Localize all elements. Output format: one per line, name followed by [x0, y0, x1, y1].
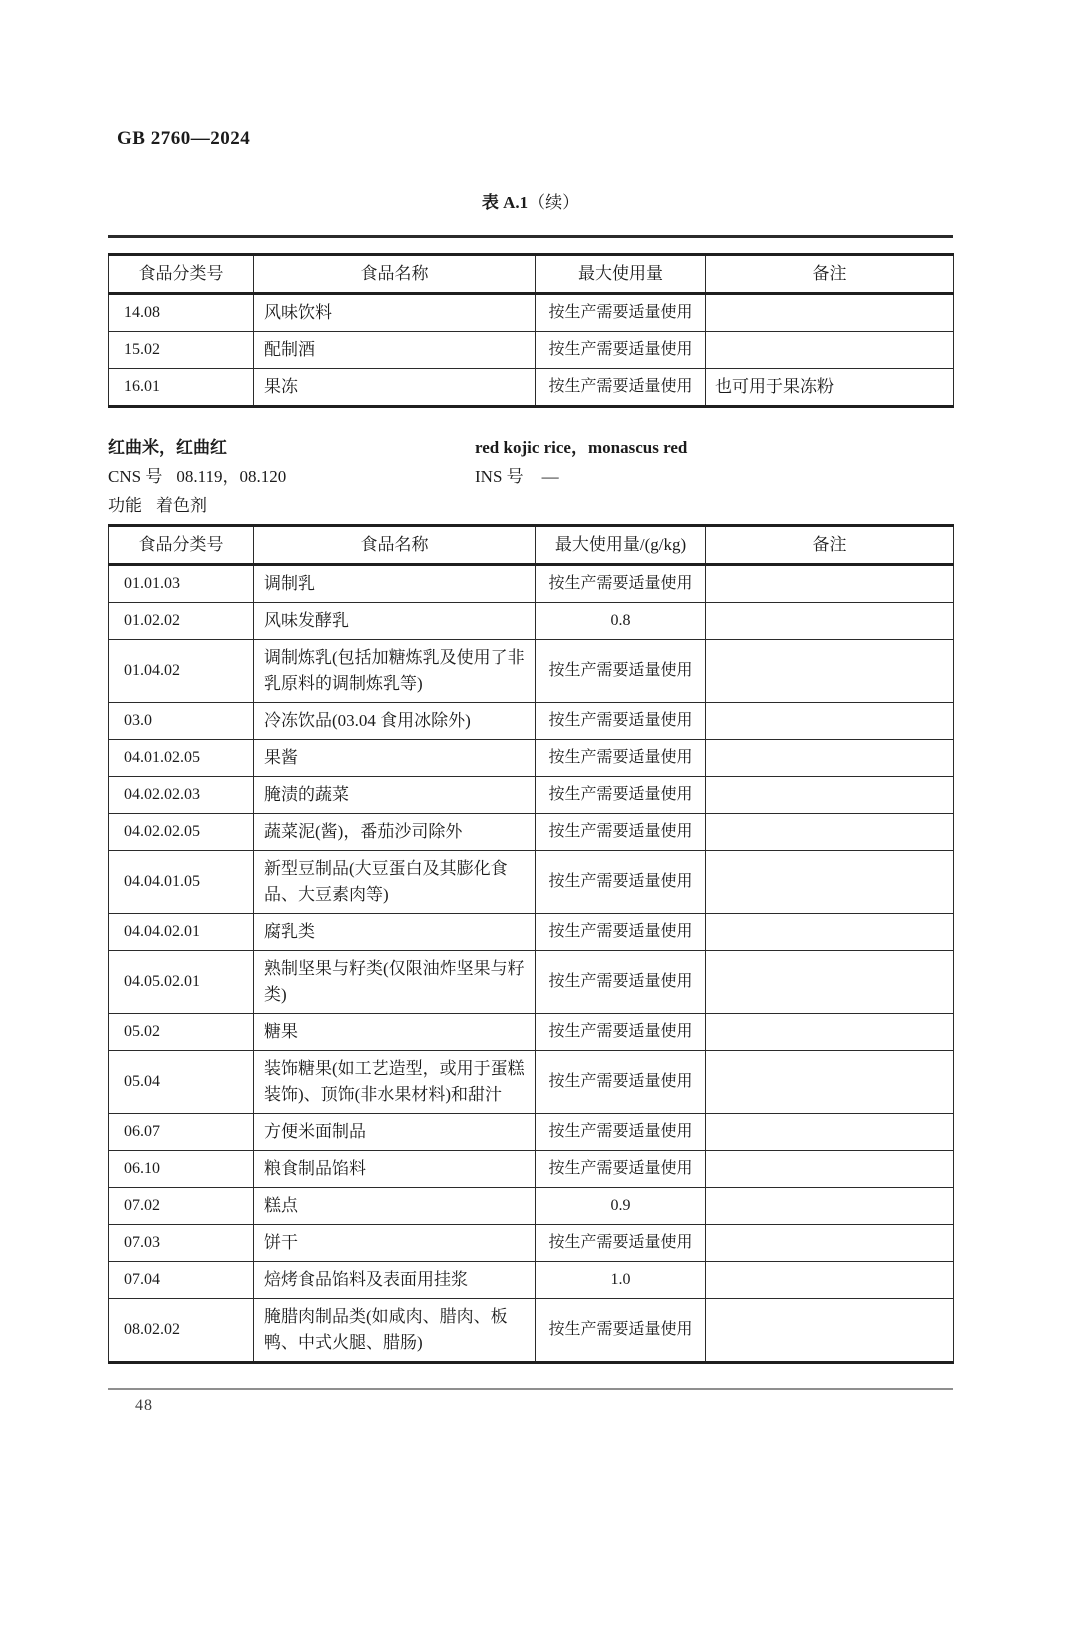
note-cell — [706, 640, 954, 703]
standard-code: GB 2760—2024 — [117, 128, 251, 149]
note-cell: 也可用于果冻粉 — [706, 369, 954, 407]
food-name-cell: 蔬菜泥(酱)，番茄沙司除外 — [254, 814, 536, 851]
max-usage-cell: 按生产需要适量使用 — [536, 1151, 706, 1188]
note-cell — [706, 1014, 954, 1051]
additive-name-english: red kojic rice，monascus red — [475, 438, 688, 457]
header-note: 备注 — [706, 255, 954, 294]
function-label: 功能 — [108, 496, 142, 515]
food-category-code-cell: 15.02 — [109, 332, 254, 369]
note-cell — [706, 1051, 954, 1114]
note-cell — [706, 777, 954, 814]
food-name-cell: 糖果 — [254, 1014, 536, 1051]
header-max-usage: 最大使用量 — [536, 255, 706, 294]
table-row — [109, 332, 954, 369]
food-category-code-cell: 04.02.02.03 — [109, 777, 254, 814]
max-usage-cell: 0.9 — [536, 1188, 706, 1225]
food-name-cell: 腌渍的蔬菜 — [254, 777, 536, 814]
note-cell — [706, 565, 954, 603]
section-rule — [108, 235, 953, 238]
food-name-cell: 风味发酵乳 — [254, 603, 536, 640]
food-category-code-cell: 07.02 — [109, 1188, 254, 1225]
max-usage-cell: 按生产需要适量使用 — [536, 914, 706, 951]
header-note: 备注 — [706, 526, 954, 565]
food-name-cell: 焙烤食品馅料及表面用挂浆 — [254, 1262, 536, 1299]
food-name-cell: 冷冻饮品(03.04 食用冰除外) — [254, 703, 536, 740]
food-name-cell: 调制乳 — [254, 565, 536, 603]
food-name-cell: 新型豆制品(大豆蛋白及其膨化食品、大豆素肉等) — [254, 851, 536, 914]
ins-group — [475, 463, 559, 490]
note-cell — [706, 294, 954, 332]
note-cell — [706, 814, 954, 851]
table-row — [109, 369, 954, 407]
max-usage-cell: 按生产需要适量使用 — [536, 640, 706, 703]
page-number: 48 — [135, 1397, 153, 1414]
additive-codes-line — [108, 463, 953, 490]
header-food-name: 食品名称 — [254, 526, 536, 565]
table-row — [109, 1014, 954, 1051]
food-category-code-cell: 04.04.02.01 — [109, 914, 254, 951]
food-name-cell: 粮食制品馅料 — [254, 1151, 536, 1188]
table-row — [109, 777, 954, 814]
note-cell — [706, 1188, 954, 1225]
function-value: 着色剂 — [156, 496, 207, 515]
max-usage-cell: 按生产需要适量使用 — [536, 777, 706, 814]
table-row — [109, 640, 954, 703]
food-name-cell: 熟制坚果与籽类(仅限油炸坚果与籽类) — [254, 951, 536, 1014]
usage-table2-body — [109, 565, 954, 1363]
food-name-cell: 方便米面制品 — [254, 1114, 536, 1151]
table-caption — [108, 192, 953, 214]
food-category-code-cell: 01.04.02 — [109, 640, 254, 703]
table-row — [109, 294, 954, 332]
additive-function-line — [108, 492, 953, 519]
header-food-category-code: 食品分类号 — [109, 255, 254, 294]
note-cell — [706, 1151, 954, 1188]
table-row — [109, 814, 954, 851]
note-cell — [706, 603, 954, 640]
food-category-code-cell: 14.08 — [109, 294, 254, 332]
note-cell — [706, 1225, 954, 1262]
header-food-category-code: 食品分类号 — [109, 526, 254, 565]
table-caption-continued: （续） — [528, 193, 580, 212]
food-name-cell: 配制酒 — [254, 332, 536, 369]
table-header-row — [109, 255, 954, 294]
food-category-code-cell: 04.01.02.05 — [109, 740, 254, 777]
ins-value: — — [541, 467, 559, 486]
usage-table-previous-additive — [108, 253, 954, 408]
note-cell — [706, 703, 954, 740]
table-row — [109, 1188, 954, 1225]
food-category-code-cell: 05.04 — [109, 1051, 254, 1114]
note-cell — [706, 1299, 954, 1363]
food-category-code-cell: 08.02.02 — [109, 1299, 254, 1363]
header-max-usage-unit: 最大使用量/(g/kg) — [536, 526, 706, 565]
page-content — [108, 128, 953, 1415]
table-row — [109, 914, 954, 951]
table-header-row — [109, 526, 954, 565]
table-row — [109, 603, 954, 640]
max-usage-cell: 按生产需要适量使用 — [536, 294, 706, 332]
food-category-code-cell: 04.02.02.05 — [109, 814, 254, 851]
food-name-cell: 糕点 — [254, 1188, 536, 1225]
table-row — [109, 1051, 954, 1114]
header-food-name: 食品名称 — [254, 255, 536, 294]
food-name-cell: 果酱 — [254, 740, 536, 777]
max-usage-cell: 0.8 — [536, 603, 706, 640]
food-category-code-cell: 01.01.03 — [109, 565, 254, 603]
max-usage-cell: 按生产需要适量使用 — [536, 851, 706, 914]
food-name-cell: 果冻 — [254, 369, 536, 407]
food-category-code-cell: 04.04.01.05 — [109, 851, 254, 914]
max-usage-cell: 按生产需要适量使用 — [536, 1051, 706, 1114]
food-name-cell: 腌腊肉制品类(如咸肉、腊肉、板鸭、中式火腿、腊肠) — [254, 1299, 536, 1363]
note-cell — [706, 914, 954, 951]
table-row — [109, 1151, 954, 1188]
food-name-cell: 风味饮料 — [254, 294, 536, 332]
food-category-code-cell: 06.10 — [109, 1151, 254, 1188]
note-cell — [706, 1262, 954, 1299]
food-category-code-cell: 05.02 — [109, 1014, 254, 1051]
table-caption-number: 表 A.1 — [481, 193, 529, 212]
additive-name-line — [108, 434, 953, 461]
max-usage-cell: 按生产需要适量使用 — [536, 1014, 706, 1051]
food-name-cell: 装饰糖果(如工艺造型，或用于蛋糕装饰)、顶饰(非水果材料)和甜汁 — [254, 1051, 536, 1114]
usage-table1-body — [109, 294, 954, 407]
note-cell — [706, 1114, 954, 1151]
max-usage-cell: 按生产需要适量使用 — [536, 565, 706, 603]
max-usage-cell: 按生产需要适量使用 — [536, 814, 706, 851]
cns-value: 08.119，08.120 — [176, 467, 287, 486]
additive-heading-block — [108, 434, 953, 519]
max-usage-cell: 按生产需要适量使用 — [536, 703, 706, 740]
additive-name-chinese: 红曲米，红曲红 — [108, 438, 227, 457]
ins-label: INS 号 — [475, 467, 524, 486]
table-row — [109, 703, 954, 740]
food-category-code-cell: 03.0 — [109, 703, 254, 740]
note-cell — [706, 951, 954, 1014]
note-cell — [706, 851, 954, 914]
food-category-code-cell: 16.01 — [109, 369, 254, 407]
table-row — [109, 851, 954, 914]
max-usage-cell: 按生产需要适量使用 — [536, 369, 706, 407]
table-row — [109, 1299, 954, 1363]
table-row — [109, 565, 954, 603]
food-category-code-cell: 07.04 — [109, 1262, 254, 1299]
max-usage-cell: 按生产需要适量使用 — [536, 1299, 706, 1363]
table-row — [109, 1262, 954, 1299]
table-row — [109, 1114, 954, 1151]
food-name-cell: 饼干 — [254, 1225, 536, 1262]
max-usage-cell: 按生产需要适量使用 — [536, 332, 706, 369]
food-name-cell: 调制炼乳(包括加糖炼乳及使用了非乳原料的调制炼乳等) — [254, 640, 536, 703]
table-row — [109, 740, 954, 777]
food-category-code-cell: 04.05.02.01 — [109, 951, 254, 1014]
max-usage-cell: 按生产需要适量使用 — [536, 1114, 706, 1151]
food-category-code-cell: 01.02.02 — [109, 603, 254, 640]
max-usage-cell: 按生产需要适量使用 — [536, 951, 706, 1014]
cns-label: CNS 号 — [108, 467, 163, 486]
table-row — [109, 951, 954, 1014]
max-usage-cell: 按生产需要适量使用 — [536, 1225, 706, 1262]
note-cell — [706, 740, 954, 777]
food-name-cell: 腐乳类 — [254, 914, 536, 951]
food-category-code-cell: 07.03 — [109, 1225, 254, 1262]
max-usage-cell: 1.0 — [536, 1262, 706, 1299]
usage-table-red-kojic — [108, 524, 954, 1364]
footer-rule — [108, 1388, 953, 1390]
max-usage-cell: 按生产需要适量使用 — [536, 740, 706, 777]
table-row — [109, 1225, 954, 1262]
food-category-code-cell: 06.07 — [109, 1114, 254, 1151]
note-cell — [706, 332, 954, 369]
